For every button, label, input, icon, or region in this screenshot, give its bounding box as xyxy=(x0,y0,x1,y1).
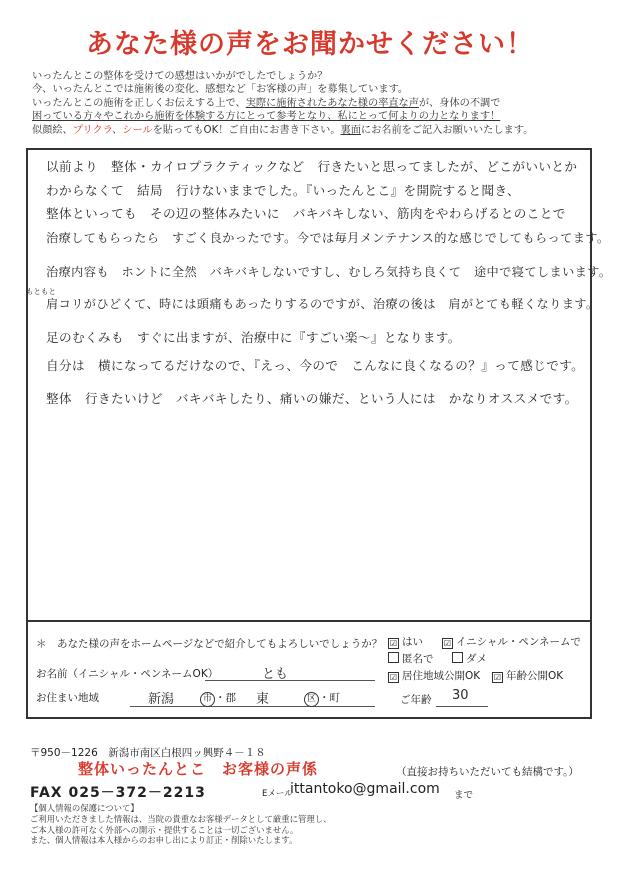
footer-fax: FAX 025－372－2213 xyxy=(30,785,206,801)
option-label: 年齢公開OK xyxy=(506,670,564,682)
option-label: イニシャル・ペンネームで xyxy=(456,636,582,648)
option-label: 匿名で xyxy=(402,653,434,665)
intro-segment: にお名前をご記入お願いいたします。 xyxy=(360,124,534,136)
checkbox-checked[interactable]: ☑ xyxy=(493,673,502,682)
circled-ward-mark: 区 xyxy=(304,692,319,707)
footer-email-link[interactable]: ittantoko@gmail.com xyxy=(290,781,440,797)
area-town-label: ・町 xyxy=(319,692,340,704)
testimonial-line: 治療してもらったら すごく良かったです。今では毎月メンテナンス的な感じでしてもらってます。 xyxy=(46,231,610,245)
privacy-line: ご本人様の許可なく外部への開示・提供することは一切ございません。 xyxy=(30,824,299,835)
testimonial-line: 整体といっても その辺の整体みたいに バキバキしない、筋肉をやわらげるとのことで xyxy=(46,206,566,221)
name-value[interactable]: とも xyxy=(262,667,289,682)
intro-emphasis: 実際に施術されたあなた様の率直な声 xyxy=(245,97,419,109)
intro-segment: 、 xyxy=(112,124,123,136)
intro-line: 今、いったんとこでは施術後の変化、感想など「お客様の声」を募集しています。 xyxy=(32,84,409,96)
age-underline xyxy=(436,706,488,707)
checkbox-unchecked[interactable] xyxy=(452,652,463,663)
age-value[interactable]: 30 xyxy=(452,688,469,703)
intro-line: いったんとこの整体を受けての感想はいかがでしたでしょうか？ xyxy=(32,71,328,82)
footer-email-label: Eメール xyxy=(262,789,293,799)
name-label: お名前（イニシャル・ペンネームOK） xyxy=(36,668,219,680)
testimonial-line: わからなくて 結局 行けないままでした。『いったんとこ』を開院すると聞き、 xyxy=(46,183,520,198)
area-gun-label: ・郡 xyxy=(215,692,236,704)
testimonial-line: 自分は 横になってるだけなので、『えっ、今ので こんなに良くなるの？』って感じです。 xyxy=(46,358,585,373)
intro-text xyxy=(32,70,592,137)
option-label: 居住地域公開OK xyxy=(402,670,481,682)
intro-line xyxy=(32,124,592,137)
checkbox-checked[interactable]: ☑ xyxy=(389,639,398,648)
privacy-line: ご利用いただきました情報は、当院の貴重なお客様データとして厳重に管理し、 xyxy=(30,813,332,824)
option-region[interactable] xyxy=(388,668,480,683)
intro-segment: 似顔絵、 xyxy=(32,124,73,136)
area-city-marker xyxy=(200,690,236,707)
testimonial-line: 整体 行きたいけど バキバキしたり、痛いの嫌だ、という人には かなりオススメです。 xyxy=(46,391,578,406)
checkbox-checked[interactable]: ☑ xyxy=(389,673,398,682)
privacy-notice xyxy=(30,803,330,846)
intro-segment: が、身体の不調で xyxy=(418,97,501,109)
option-age[interactable] xyxy=(492,668,563,683)
testimonial-line: 治療内容も ホントに全然 バキバキしないですし、むしろ気持ち良くて 途中で寝てしまいます。 xyxy=(46,265,612,279)
option-label: ダメ xyxy=(466,653,487,665)
testimonial-line: 肩コリがひどくて、時には頭痛もあったりするのですが、治療の後は 肩がとても軽くなります。 xyxy=(46,297,599,311)
testimonial-note: もともと xyxy=(26,287,56,296)
testimonial-line: 以前より 整体・カイロプラクティックなど 行きたいと思ってましたが、どこがいいとか xyxy=(46,159,578,174)
footer-department: 整体いったんとこ お客様の声係 xyxy=(78,760,319,778)
intro-emphasis: 裏面 xyxy=(340,124,361,136)
intro-emphasis: シール xyxy=(122,124,153,136)
intro-segment: を貼ってもOK！ご自由にお書き下さい。 xyxy=(152,124,341,136)
privacy-heading: 【個人情報の保護について】 xyxy=(30,803,139,813)
option-initial[interactable] xyxy=(442,634,581,649)
privacy-line: また、個人情報は本人様からのお申し出により訂正・削除いたします。 xyxy=(30,835,298,846)
checkbox-unchecked[interactable] xyxy=(388,652,399,663)
footer-delivery-note: （直接お持ちいただいても結構です。） xyxy=(396,766,579,778)
option-anon[interactable] xyxy=(388,651,434,666)
name-underline xyxy=(205,680,375,681)
footer-email-suffix: まで xyxy=(454,790,474,801)
area-ward-marker xyxy=(304,690,340,707)
testimonial-line: 足のむくみも すぐに出ますが、治療中に『すごい楽～』となります。 xyxy=(46,330,461,345)
option-no[interactable] xyxy=(452,651,487,666)
page-title: あなた様の声をお聞かせください！ xyxy=(86,29,534,60)
area-label: お住まい地域 xyxy=(36,692,99,704)
footer-address: 〒950－1226 新潟市南区白根四ッ興野４－１８ xyxy=(30,747,266,759)
age-label: ご年齢 xyxy=(400,694,432,706)
option-yes[interactable] xyxy=(388,634,423,649)
checkbox-checked[interactable]: ☑ xyxy=(443,639,452,648)
intro-line: 困っている方々やこれから施術を体験する方にとって参考となり、私にとって何よりの力となります！ xyxy=(32,111,501,123)
consent-question: ＊ あなた様の声をホームページなどで紹介してもよろしいでしょうか？ xyxy=(36,638,383,650)
intro-line xyxy=(32,97,592,110)
option-label: はい xyxy=(402,636,423,648)
circled-city-mark: 市 xyxy=(200,692,215,707)
area-ward-value[interactable]: 東 xyxy=(256,692,270,707)
area-prefecture-value[interactable]: 新潟 xyxy=(148,692,175,707)
intro-emphasis: プリクラ xyxy=(72,124,113,136)
intro-segment: いったんとこの施術を正しくお伝えする上で、 xyxy=(32,97,246,109)
